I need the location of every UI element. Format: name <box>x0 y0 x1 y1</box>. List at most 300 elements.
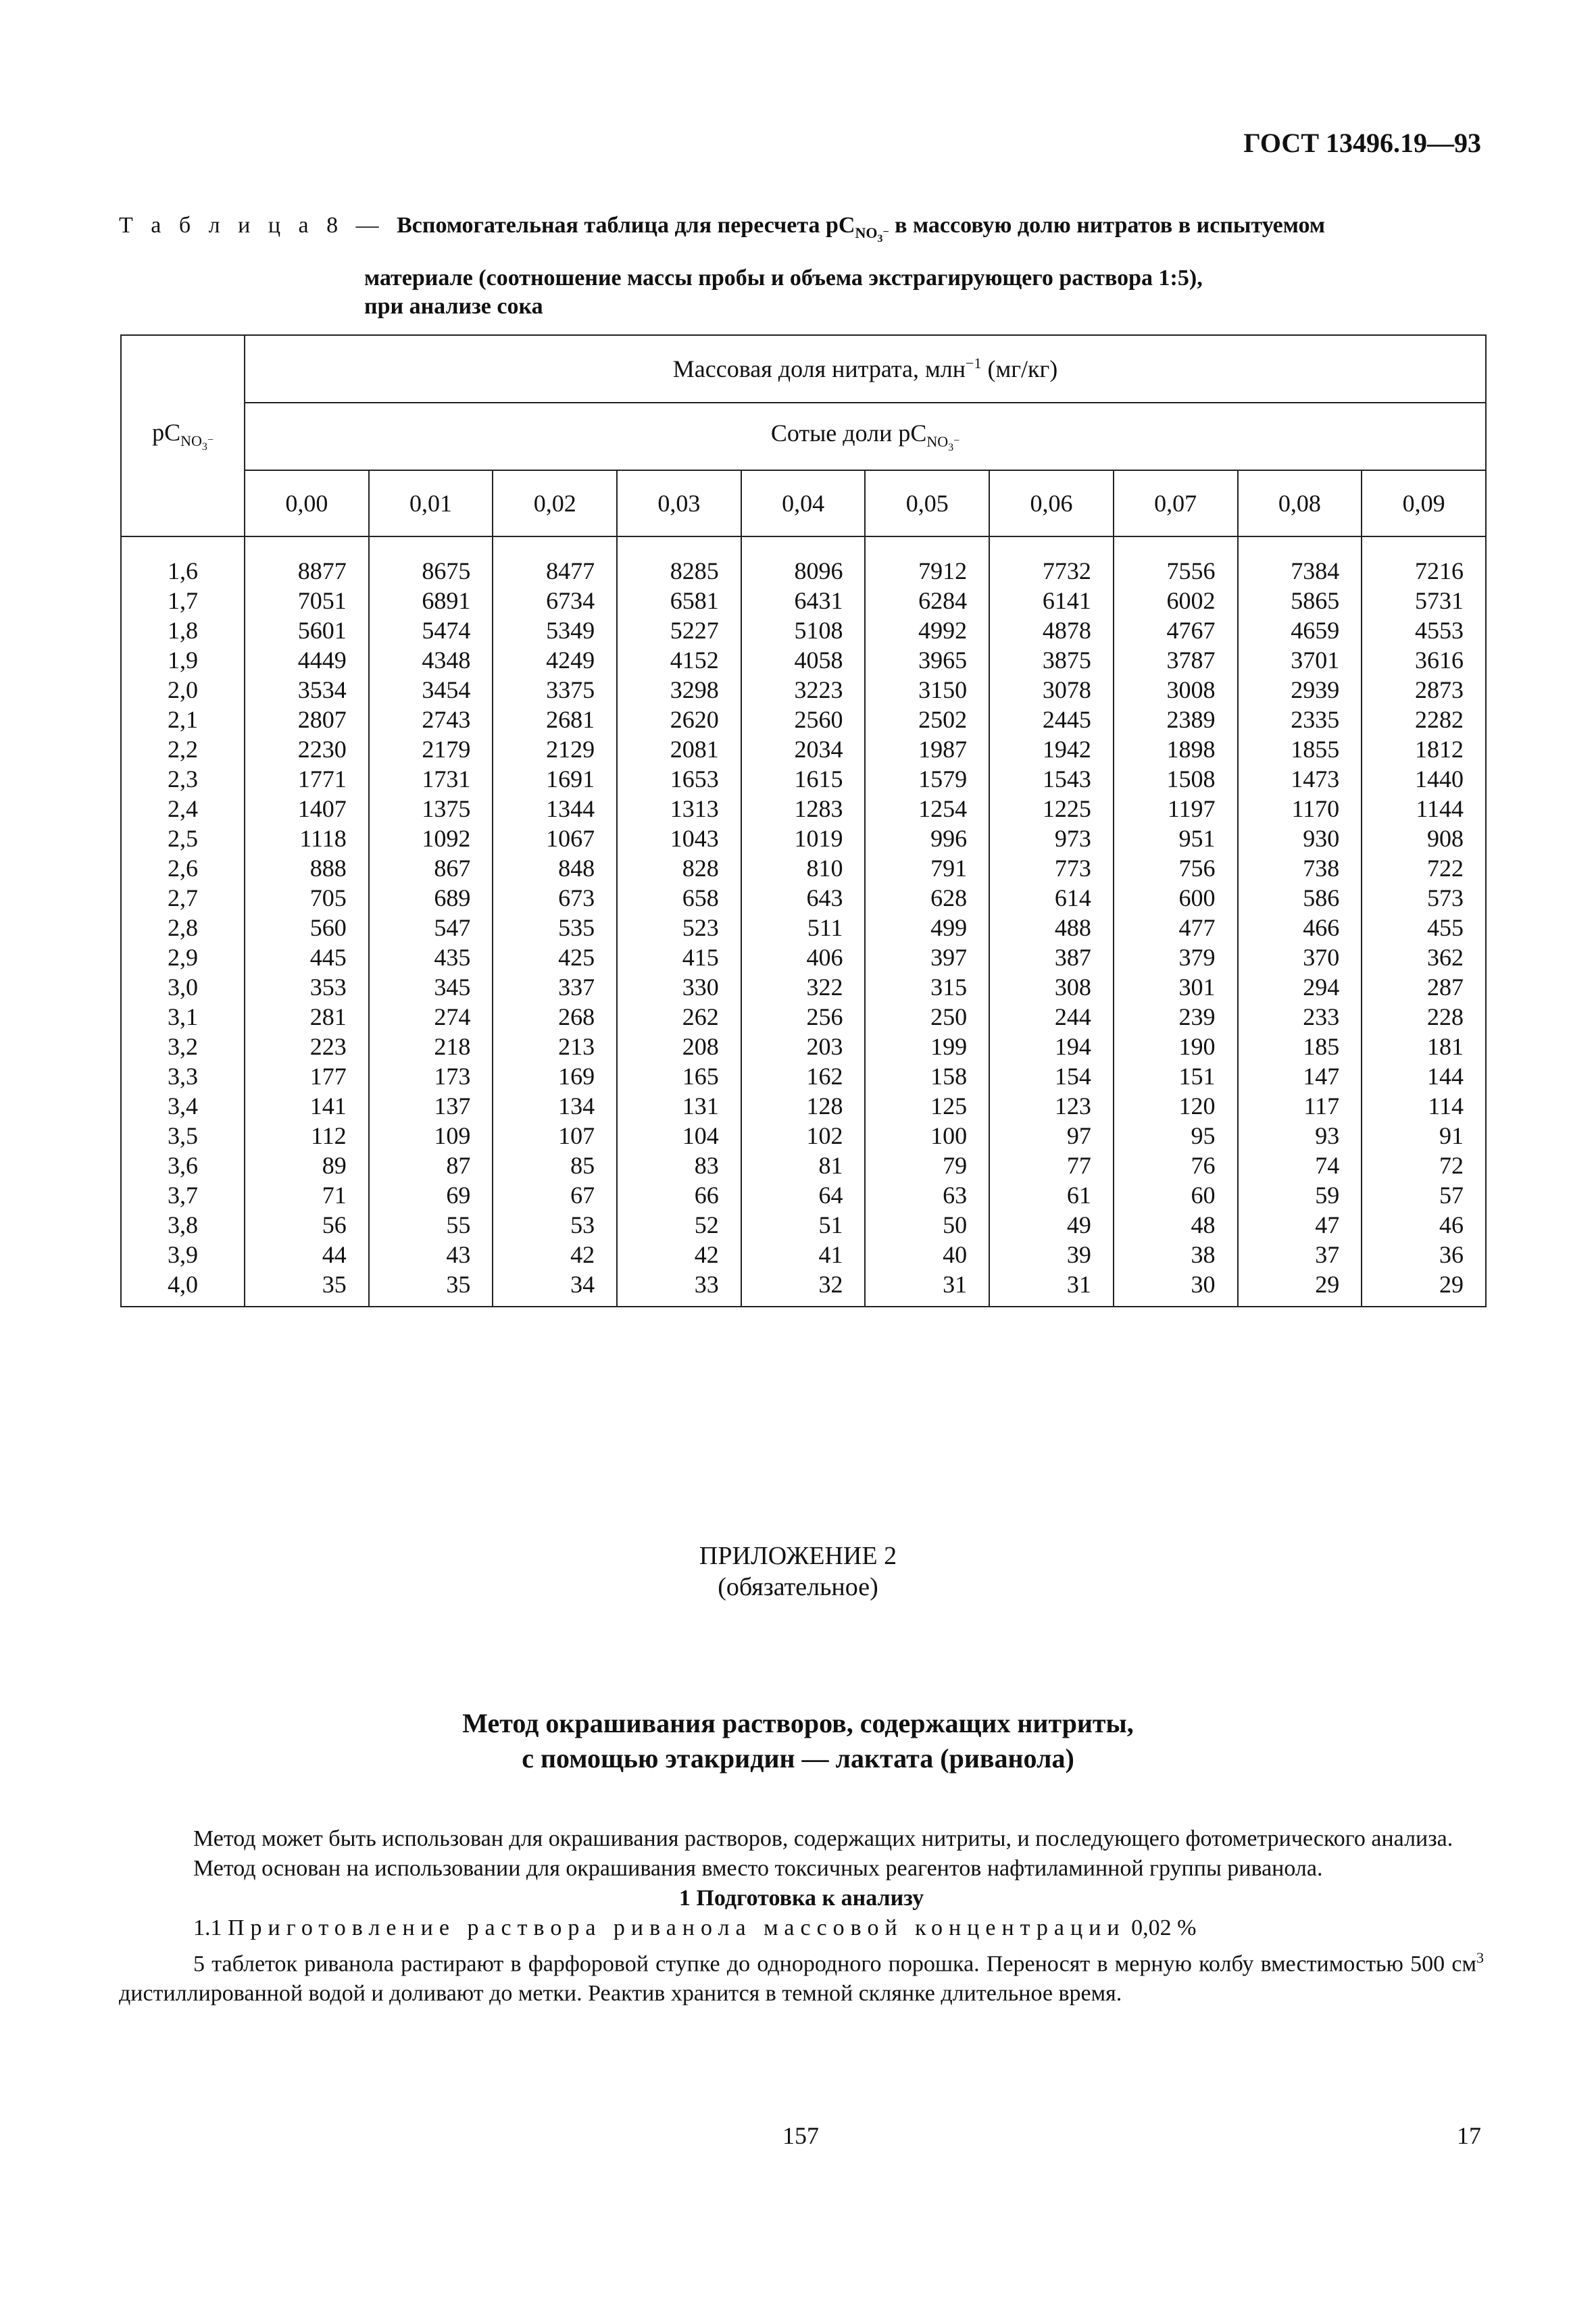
table-cell: 7051 <box>297 587 347 614</box>
table-cell: 1197 <box>1167 795 1216 822</box>
table-cell: 1691 <box>546 765 595 793</box>
table-cell: 42 <box>694 1241 719 1268</box>
value-column <box>741 536 866 1307</box>
table-cell: 3375 <box>546 676 595 703</box>
table-cell: 36 <box>1439 1241 1464 1268</box>
subsection-value: 0,02 % <box>1125 1915 1197 1940</box>
paragraph-3 <box>119 1943 1484 2009</box>
table-cell: 2034 <box>794 736 843 763</box>
table-cell: 131 <box>682 1092 719 1120</box>
table-cell: 35 <box>446 1271 471 1298</box>
value-column <box>369 536 493 1307</box>
table-cell: 274 <box>434 1003 471 1030</box>
table-cell: 5227 <box>670 617 719 644</box>
table-cell: 5349 <box>546 617 595 644</box>
table-cell: 102 <box>806 1122 843 1149</box>
table-cell: 69 <box>446 1182 471 1209</box>
table-cell: 7384 <box>1291 557 1340 584</box>
table-cell: 52 <box>694 1211 719 1238</box>
caption-subscript: NO <box>855 224 878 241</box>
table-cell: 60 <box>1191 1182 1216 1209</box>
table-cell: 406 <box>806 944 843 971</box>
row-header-pc <box>121 335 245 536</box>
hundredths-sub2: 3 <box>948 442 954 453</box>
table-cell: 5474 <box>422 617 471 644</box>
table-cell: 705 <box>309 884 347 911</box>
table-cell: 268 <box>558 1003 595 1030</box>
paragraph-2: Метод основан на использовании для окрашивания вместо токсичных реагентов нафтиламинной группы риванола. <box>193 1856 1323 1881</box>
table-cell: 50 <box>943 1211 968 1238</box>
table-cell: 673 <box>558 884 595 911</box>
table-cell: 213 <box>558 1033 595 1060</box>
table-cell: 239 <box>1178 1003 1216 1030</box>
table-cell: 29 <box>1439 1271 1464 1298</box>
table-cell: 244 <box>1054 1003 1091 1030</box>
table-cell: 31 <box>943 1271 968 1298</box>
table-cell: 560 <box>309 914 347 941</box>
table-cell: 53 <box>570 1211 595 1238</box>
table-cell: 97 <box>1066 1122 1091 1149</box>
table-cell: 445 <box>309 944 347 971</box>
table-cell: 5865 <box>1291 587 1340 614</box>
table-cell: 658 <box>682 884 719 911</box>
pc-value: 3,6 <box>168 1152 198 1179</box>
table-cell: 345 <box>434 974 471 1001</box>
caption-title-part1: Вспомогательная таблица для пересчета pC <box>397 213 855 238</box>
table-cell: 38 <box>1191 1241 1216 1268</box>
table-cell: 4767 <box>1166 617 1216 644</box>
table-cell: 120 <box>1178 1092 1216 1120</box>
pc-value: 3,5 <box>168 1122 198 1149</box>
table-cell: 2445 <box>1042 706 1091 733</box>
column-header-row <box>121 470 1486 536</box>
table-cell: 362 <box>1427 944 1464 971</box>
table-cell: 41 <box>818 1241 843 1268</box>
table-cell: 3616 <box>1415 647 1464 674</box>
table-cell: 370 <box>1303 944 1340 971</box>
table-cell: 2282 <box>1415 706 1464 733</box>
table-cell: 104 <box>682 1122 719 1149</box>
value-column <box>865 536 989 1307</box>
table-cell: 37 <box>1315 1241 1340 1268</box>
table-cell: 250 <box>930 1003 968 1030</box>
table-cell: 379 <box>1178 944 1216 971</box>
table-cell: 477 <box>1178 914 1216 941</box>
pc-value: 3,7 <box>168 1182 198 1209</box>
table-cell: 7556 <box>1166 557 1216 584</box>
mass-fraction-unit: (мг/кг) <box>981 355 1058 382</box>
table-cell: 466 <box>1303 914 1340 941</box>
value-column <box>1114 536 1238 1307</box>
table-cell: 301 <box>1178 974 1216 1001</box>
table-cell: 93 <box>1315 1122 1340 1149</box>
appendix-subtitle: (обязательное) <box>718 1573 878 1601</box>
table-cell: 2230 <box>297 736 347 763</box>
table-cell: 223 <box>309 1033 347 1060</box>
table-cell: 951 <box>1178 825 1216 852</box>
row-header-sub: NO <box>180 432 202 449</box>
value-column <box>493 536 617 1307</box>
table-cell: 3965 <box>918 647 968 674</box>
table-cell: 523 <box>682 914 719 941</box>
table-cell: 117 <box>1303 1092 1340 1120</box>
pc-value: 3,4 <box>168 1092 198 1120</box>
table-cell: 190 <box>1178 1033 1216 1060</box>
pc-value: 3,9 <box>168 1241 198 1268</box>
table-cell: 31 <box>1066 1271 1091 1298</box>
table-cell: 4249 <box>546 647 595 674</box>
pc-value: 2,2 <box>168 736 198 763</box>
table-cell: 228 <box>1427 1003 1464 1030</box>
method-title <box>0 1706 1596 1776</box>
column-header: 0,02 <box>493 470 617 536</box>
table-cell: 1898 <box>1166 736 1216 763</box>
table-cell: 74 <box>1315 1152 1340 1179</box>
table-cell: 2743 <box>422 706 471 733</box>
table-cell: 756 <box>1178 855 1216 882</box>
table-cell: 109 <box>434 1122 471 1149</box>
table-cell: 3787 <box>1166 647 1216 674</box>
table-cell: 1942 <box>1042 736 1091 763</box>
table-cell: 51 <box>818 1211 843 1238</box>
table-cell: 128 <box>806 1092 843 1120</box>
table-cell: 158 <box>930 1063 968 1090</box>
table-cell: 173 <box>434 1063 471 1090</box>
table-cell: 134 <box>558 1092 595 1120</box>
pc-value: 3,2 <box>168 1033 198 1060</box>
table-cell: 586 <box>1303 884 1340 911</box>
caption-subscript-3: 3 <box>877 233 883 245</box>
value-column <box>989 536 1114 1307</box>
table-cell: 55 <box>446 1211 471 1238</box>
row-header-text: pC <box>152 419 181 446</box>
table-cell: 547 <box>434 914 471 941</box>
nitrate-conversion-table <box>120 334 1487 1307</box>
table-cell: 1543 <box>1042 765 1091 793</box>
table-cell: 2335 <box>1291 706 1340 733</box>
table-cell: 39 <box>1066 1241 1091 1268</box>
table-cell: 32 <box>818 1271 843 1298</box>
table-cell: 614 <box>1054 884 1091 911</box>
caption-title-part2: в массовую долю нитратов в испытуемом <box>889 213 1325 238</box>
page-number-center: 157 <box>782 2122 819 2149</box>
pc-value: 1,9 <box>168 647 198 674</box>
pc-value: 3,1 <box>168 1003 198 1030</box>
table-cell: 77 <box>1066 1152 1091 1179</box>
subsection-title: Приготовление раствора риванола массовой концентрации <box>228 1915 1126 1940</box>
table-cell: 322 <box>806 974 843 1001</box>
mass-fraction-header <box>245 335 1486 403</box>
page-number-right: 17 <box>1457 2122 1481 2149</box>
table-cell: 6284 <box>918 587 968 614</box>
table-body <box>121 536 1486 1307</box>
table-cell: 337 <box>558 974 595 1001</box>
hundredths-sign: − <box>953 435 960 447</box>
table-cell: 455 <box>1427 914 1464 941</box>
table-cell: 353 <box>309 974 347 1001</box>
table-cell: 181 <box>1427 1033 1464 1060</box>
table-cell: 7912 <box>918 557 968 584</box>
table-cell: 91 <box>1439 1122 1464 1149</box>
table-cell: 3534 <box>297 676 347 703</box>
table-cell: 4659 <box>1291 617 1340 644</box>
table-cell: 4992 <box>918 617 968 644</box>
table-cell: 488 <box>1054 914 1091 941</box>
table-cell: 1375 <box>422 795 471 822</box>
method-title-line-1: Метод окрашивания растворов, содержащих нитриты, <box>462 1708 1134 1738</box>
table-cell: 2939 <box>1291 676 1340 703</box>
column-header: 0,08 <box>1238 470 1362 536</box>
row-header-sub2: 3 <box>201 441 207 453</box>
table-cell: 154 <box>1054 1063 1091 1090</box>
value-column <box>245 536 369 1307</box>
table-cell: 203 <box>806 1033 843 1060</box>
column-header: 0,00 <box>245 470 369 536</box>
pc-value: 1,7 <box>168 587 198 614</box>
paragraph-3-sup: 3 <box>1476 1949 1484 1966</box>
table-cell: 973 <box>1054 825 1091 852</box>
table-cell: 1508 <box>1166 765 1216 793</box>
table-cell: 151 <box>1178 1063 1216 1090</box>
table-cell: 1731 <box>422 765 471 793</box>
paragraph-1: Метод может быть использован для окрашивания растворов, содержащих нитриты, и последующего фотометрического анализа. <box>193 1826 1453 1851</box>
column-header: 0,05 <box>865 470 989 536</box>
pc-value: 3,8 <box>168 1211 198 1238</box>
table-cell: 1043 <box>670 825 719 852</box>
pc-value: 2,3 <box>168 765 198 793</box>
table-cell: 810 <box>806 855 843 882</box>
table-cell: 57 <box>1439 1182 1464 1209</box>
table-cell: 1283 <box>794 795 843 822</box>
row-header-sign: − <box>207 434 214 446</box>
table-cell: 8877 <box>297 557 347 584</box>
pc-value: 4,0 <box>168 1271 198 1298</box>
table-cell: 59 <box>1315 1182 1340 1209</box>
table-cell: 4878 <box>1042 617 1091 644</box>
table-cell: 218 <box>434 1033 471 1060</box>
table-cell: 1144 <box>1416 795 1464 822</box>
table-cell: 2873 <box>1415 676 1464 703</box>
table-cell: 6141 <box>1042 587 1091 614</box>
table-cell: 1067 <box>546 825 595 852</box>
table-cell: 499 <box>930 914 968 941</box>
pc-value: 2,7 <box>168 884 198 911</box>
paragraph-3-part1: 5 таблеток риванола растирают в фарфоровой ступке до однородного порошка. Переносят в мерную колбу вместимостью 500 см <box>193 1951 1476 1977</box>
paragraph-3-part2: дистиллированной водой и доливают до метки. Реактив хранится в темной склянке длительное время. <box>119 1981 1122 2007</box>
table-cell: 4058 <box>794 647 843 674</box>
table-cell: 199 <box>930 1033 968 1060</box>
table-cell: 1407 <box>297 795 347 822</box>
table-cell: 56 <box>322 1211 347 1238</box>
table-cell: 2681 <box>546 706 595 733</box>
table-cell: 165 <box>682 1063 719 1090</box>
table-cell: 112 <box>311 1122 347 1149</box>
table-cell: 3078 <box>1042 676 1091 703</box>
table-cell: 3701 <box>1291 647 1340 674</box>
table-cell: 1771 <box>297 765 347 793</box>
table-cell: 107 <box>558 1122 595 1149</box>
table-cell: 100 <box>930 1122 968 1149</box>
table-cell: 194 <box>1054 1033 1091 1060</box>
table-cell: 40 <box>943 1241 968 1268</box>
hundredths-text: Сотые доли pC <box>770 420 927 447</box>
table-cell: 996 <box>930 825 968 852</box>
table-cell: 2081 <box>670 736 719 763</box>
column-header: 0,04 <box>741 470 866 536</box>
pc-value: 2,9 <box>168 944 198 971</box>
table-cell: 888 <box>309 855 347 882</box>
table-cell: 1092 <box>422 825 471 852</box>
table-cell: 828 <box>682 855 719 882</box>
table-cell: 114 <box>1428 1092 1464 1120</box>
column-header: 0,06 <box>989 470 1114 536</box>
table-cell: 6431 <box>794 587 843 614</box>
table-cell: 4449 <box>297 647 347 674</box>
pc-value: 2,0 <box>168 676 198 703</box>
table-cell: 8477 <box>546 557 595 584</box>
caption-subscript-sign: − <box>882 226 889 238</box>
table-cell: 169 <box>558 1063 595 1090</box>
table-cell: 1254 <box>918 795 968 822</box>
table-cell: 1653 <box>670 765 719 793</box>
table-cell: 6581 <box>670 587 719 614</box>
table-cell: 144 <box>1427 1063 1464 1090</box>
table-cell: 83 <box>694 1152 719 1179</box>
table-cell: 1855 <box>1291 736 1340 763</box>
table-cell: 42 <box>570 1241 595 1268</box>
appendix-title: ПРИЛОЖЕНИЕ 2 <box>699 1542 897 1570</box>
table-cell: 123 <box>1054 1092 1091 1120</box>
table-cell: 49 <box>1066 1211 1091 1238</box>
column-header: 0,07 <box>1114 470 1238 536</box>
table-cell: 2620 <box>670 706 719 733</box>
gost-number: ГОСТ 13496.19—93 <box>1243 128 1481 158</box>
subsection-number: 1.1 <box>193 1915 228 1940</box>
table-cell: 3008 <box>1166 676 1216 703</box>
table-cell: 95 <box>1191 1122 1216 1149</box>
table-cell: 208 <box>682 1033 719 1060</box>
table-cell: 2502 <box>918 706 968 733</box>
table-cell: 79 <box>943 1152 968 1179</box>
table-cell: 867 <box>434 855 471 882</box>
appendix-heading <box>0 1540 1596 1603</box>
table-cell: 1118 <box>299 825 347 852</box>
table-cell: 7732 <box>1042 557 1091 584</box>
table-cell: 66 <box>694 1182 719 1209</box>
table-cell: 1812 <box>1415 736 1464 763</box>
table-cell: 89 <box>322 1152 347 1179</box>
table-cell: 61 <box>1066 1182 1091 1209</box>
table-cell: 930 <box>1303 825 1340 852</box>
table-cell: 1987 <box>918 736 968 763</box>
table-cell: 81 <box>818 1152 843 1179</box>
caption-prefix: Т а б л и ц а 8 — <box>119 213 397 238</box>
table-cell: 35 <box>322 1271 347 1298</box>
table-cell: 2560 <box>794 706 843 733</box>
column-header: 0,03 <box>617 470 741 536</box>
table-cell: 738 <box>1303 855 1340 882</box>
caption-line-3: при анализе сока <box>364 294 543 319</box>
caption-line-2: материале (соотношение массы пробы и объема экстрагирующего раствора 1:5), <box>364 266 1203 291</box>
table-cell: 3150 <box>918 676 968 703</box>
table-cell: 72 <box>1439 1152 1464 1179</box>
table-cell: 64 <box>818 1182 843 1209</box>
table-cell: 573 <box>1427 884 1464 911</box>
table-cell: 1615 <box>794 765 843 793</box>
table-cell: 63 <box>943 1182 968 1209</box>
value-column <box>1238 536 1362 1307</box>
pc-value-column <box>121 536 245 1307</box>
table-cell: 643 <box>806 884 843 911</box>
table-cell: 48 <box>1191 1211 1216 1238</box>
table-cell: 2389 <box>1166 706 1216 733</box>
method-title-line-2: с помощью этакридин — лактата (риванола) <box>522 1743 1074 1774</box>
table-cell: 76 <box>1191 1152 1216 1179</box>
table-cell: 415 <box>682 944 719 971</box>
table-cell: 4553 <box>1415 617 1464 644</box>
table-cell: 397 <box>930 944 968 971</box>
table-cell: 791 <box>930 855 968 882</box>
table-cell: 1313 <box>670 795 719 822</box>
table-cell: 6891 <box>422 587 471 614</box>
table-cell: 1225 <box>1042 795 1091 822</box>
table-cell: 4348 <box>422 647 471 674</box>
table-cell: 262 <box>682 1003 719 1030</box>
table-cell: 5601 <box>297 617 347 644</box>
table-cell: 722 <box>1427 855 1464 882</box>
table-cell: 4152 <box>670 647 719 674</box>
table-cell: 628 <box>930 884 968 911</box>
table-cell: 315 <box>930 974 968 1001</box>
mass-fraction-exp: −1 <box>966 355 982 372</box>
value-column <box>1362 536 1486 1307</box>
mass-fraction-text: Массовая доля нитрата, млн <box>672 355 966 382</box>
pc-value: 2,5 <box>168 825 198 852</box>
table-cell: 908 <box>1427 825 1464 852</box>
caption-line-1 <box>119 209 1484 255</box>
table-cell: 3875 <box>1042 647 1091 674</box>
column-header: 0,01 <box>369 470 493 536</box>
table-cell: 141 <box>309 1092 347 1120</box>
table-cell: 294 <box>1303 974 1340 1001</box>
table-cell: 43 <box>446 1241 471 1268</box>
table-cell: 233 <box>1303 1003 1340 1030</box>
table-cell: 47 <box>1315 1211 1340 1238</box>
table-cell: 185 <box>1303 1033 1340 1060</box>
table-cell: 287 <box>1427 974 1464 1001</box>
table-cell: 125 <box>930 1092 968 1120</box>
table-cell: 5108 <box>794 617 843 644</box>
table-cell: 7216 <box>1415 557 1464 584</box>
table-cell: 33 <box>694 1271 719 1298</box>
pc-value: 2,1 <box>168 706 198 733</box>
table-cell: 162 <box>806 1063 843 1090</box>
table-cell: 1440 <box>1415 765 1464 793</box>
table-cell: 85 <box>570 1152 595 1179</box>
value-column <box>617 536 741 1307</box>
table-cell: 67 <box>570 1182 595 1209</box>
table-cell: 425 <box>558 944 595 971</box>
table-cell: 535 <box>558 914 595 941</box>
table-cell: 8285 <box>670 557 719 584</box>
table-cell: 6002 <box>1166 587 1216 614</box>
section-1-title: 1 Подготовка к анализу <box>678 1886 924 1911</box>
table-cell: 435 <box>434 944 471 971</box>
table-cell: 2179 <box>422 736 471 763</box>
table-cell: 511 <box>807 914 843 941</box>
pc-value: 3,3 <box>168 1063 198 1090</box>
pc-value: 3,0 <box>168 974 198 1001</box>
